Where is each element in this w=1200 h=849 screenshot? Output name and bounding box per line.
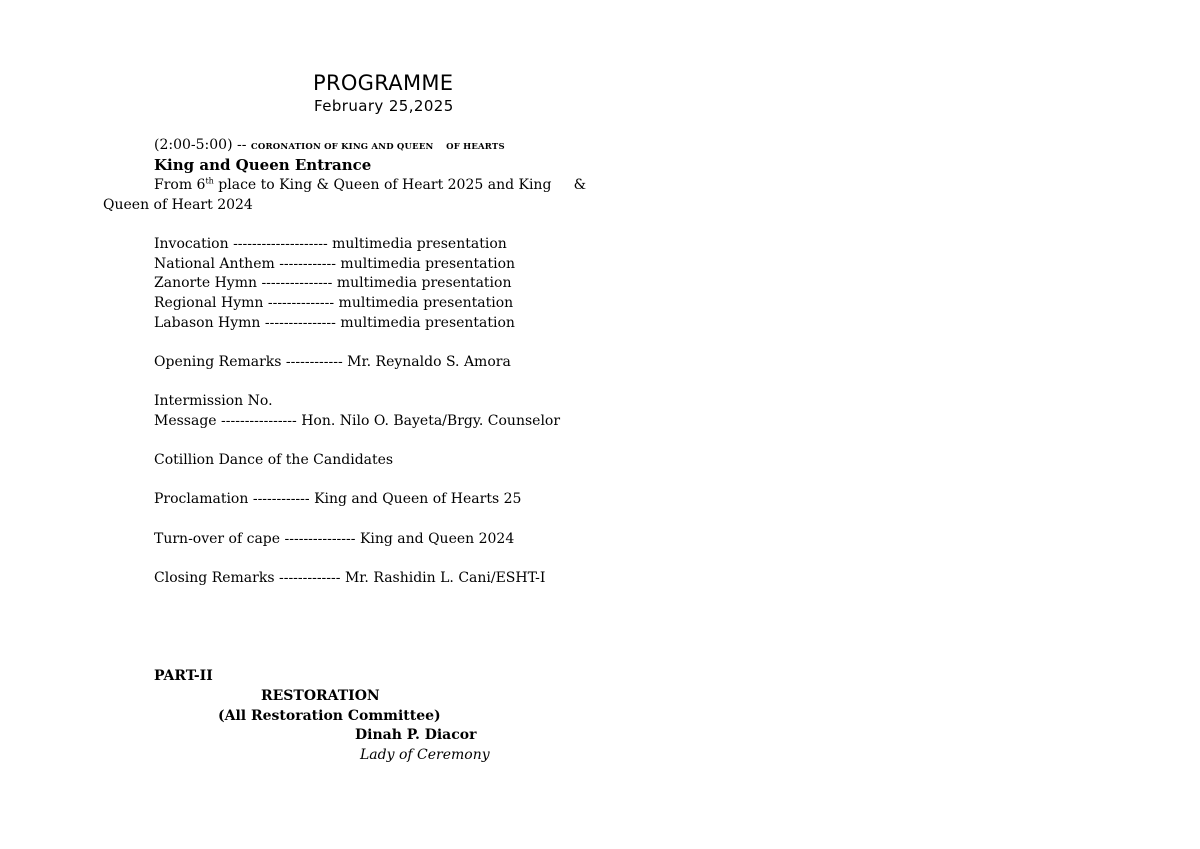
item-value: Mr. Reynaldo S. Amora [347, 354, 511, 370]
item-dashes: ---------------- [221, 413, 297, 429]
coronation-label: CORONATION OF KING AND QUEEN OF HEARTS [250, 142, 505, 152]
program-item-invocation [154, 236, 507, 252]
item-value: multimedia presentation [340, 315, 515, 331]
from-text-sup: th [205, 176, 214, 186]
item-name: Zanorte Hymn [154, 275, 257, 291]
part2-heading: PART-II [154, 668, 213, 684]
part2-restoration: RESTORATION [261, 688, 380, 704]
program-item-turnover [154, 531, 514, 547]
item-dashes: ------------- [278, 570, 341, 586]
item-dashes: --------------- [284, 531, 356, 547]
item-value: Mr. Rashidin L. Cani/ESHT-I [344, 570, 546, 586]
item-dashes: --------------- [264, 315, 336, 331]
item-name: Closing Remarks [154, 570, 275, 586]
part2-name: Dinah P. Diacor [355, 727, 477, 743]
item-value: multimedia presentation [340, 256, 516, 272]
item-value: multimedia presentation [332, 236, 507, 252]
from-line-2: Queen of Heart 2024 [103, 197, 253, 213]
item-name: Turn-over of cape [154, 531, 281, 547]
item-value: multimedia presentation [338, 295, 514, 311]
item-name: Message [154, 413, 217, 429]
item-dashes: -------------------- [233, 236, 328, 252]
item-name: Labason Hymn [154, 315, 261, 331]
program-item-regional-hymn [154, 295, 513, 311]
program-item-labason-hymn [154, 315, 515, 331]
from-text-post: place to King & Queen of Heart 2025 and King & [213, 177, 587, 193]
item-dashes: --------------- [261, 275, 333, 291]
entrance-heading: King and Queen Entrance [154, 156, 372, 174]
item-name: Invocation [154, 236, 229, 252]
program-item-message [154, 413, 560, 429]
program-item-zanorte-hymn [154, 275, 511, 291]
coronation-line [154, 137, 505, 153]
item-name: Proclamation [154, 491, 249, 507]
program-item-national-anthem [154, 256, 515, 272]
item-dashes: ------------ [279, 256, 336, 272]
coronation-time: (2:00-5:00) [154, 137, 233, 153]
item-value: Hon. Nilo O. Bayeta/Brgy. Counselor [301, 413, 561, 429]
part2-committee: (All Restoration Committee) [218, 708, 441, 724]
page-title: PROGRAMME [313, 71, 454, 95]
program-item-cotillion [154, 452, 393, 468]
coronation-dashes: -- [236, 137, 247, 153]
program-item-opening-remarks [154, 354, 511, 370]
program-item-proclamation [154, 491, 521, 507]
from-line [154, 177, 586, 193]
item-value: multimedia presentation [336, 275, 512, 291]
item-name: Intermission No. [154, 393, 273, 409]
program-item-closing-remarks [154, 570, 545, 586]
item-value: King and Queen 2024 [359, 531, 515, 547]
item-name: Regional Hymn [154, 295, 264, 311]
item-dashes: ------------ [252, 491, 310, 507]
item-name: Cotillion Dance of the Candidates [154, 452, 394, 468]
item-name: Opening Remarks [154, 354, 282, 370]
from-text-pre: From 6 [154, 177, 206, 193]
program-item-intermission [154, 393, 273, 409]
event-date: February 25,2025 [314, 97, 454, 115]
item-value: King and Queen of Hearts 25 [314, 491, 522, 507]
part2-role: Lady of Ceremony [360, 747, 490, 763]
item-dashes: -------------- [267, 295, 335, 311]
item-dashes: ------------ [285, 354, 343, 370]
item-name: National Anthem [154, 256, 275, 272]
